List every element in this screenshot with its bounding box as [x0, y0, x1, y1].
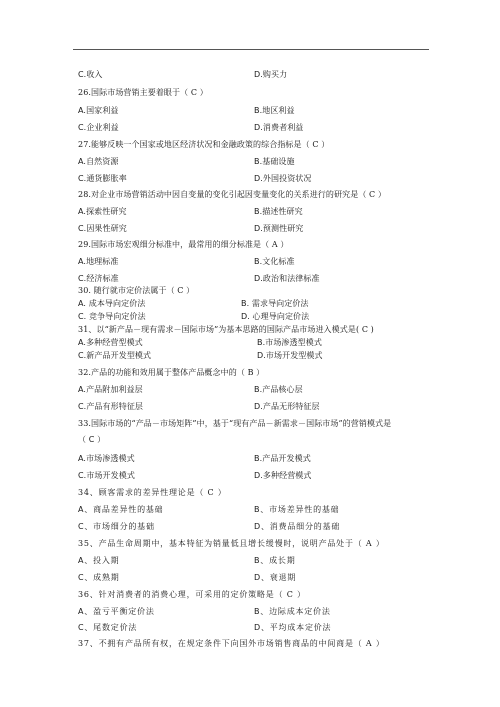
option-text: C、市场细分的基础 — [78, 522, 155, 531]
option-text: A.地理标准 — [78, 257, 119, 266]
question-32: 32.产品的功能和效用属于整体产品概念中的（ B ） — [78, 368, 265, 377]
question-29: 29.国际市场宏观细分标准中，最常用的细分标准是（ A ） — [78, 240, 289, 249]
option-text: D.外国投资状况 — [254, 174, 312, 183]
option-text: B.描述性研究 — [254, 207, 303, 216]
option-text: D、平均成本定价法 — [254, 623, 332, 632]
option-text: C.新产品开发型模式 — [78, 351, 152, 360]
option-text: B、边际成本定价法 — [254, 607, 331, 616]
option-text: D.政治和法律标准 — [254, 274, 320, 283]
option-text: A. 成本导向定价法 — [78, 299, 146, 308]
option-text: D、衰退期 — [254, 573, 297, 582]
option-text: C.市场开发模式 — [78, 471, 135, 480]
question-33: 33.国际市场的“产品－市场矩阵”中，基于“现有产品－新需求－国际市场”的营销模式是 — [78, 419, 392, 428]
question-28: 28.对企业市场营销活动中因自变量的变化引起因变量变化的关系进行的研究是（ C ） — [78, 190, 387, 199]
option-text: A.产品附加利益层 — [78, 385, 143, 394]
option-text: A、盈亏平衡定价法 — [78, 607, 155, 616]
option-text: B、成长期 — [254, 556, 296, 565]
option-text: C、尾数定价法 — [78, 623, 138, 632]
option-text: A.市场渗透模式 — [78, 454, 135, 463]
option-text: D.市场开发型模式 — [257, 351, 323, 360]
option-text: D.产品无形特征层 — [254, 402, 320, 411]
option-text: B.产品开发模式 — [254, 454, 311, 463]
answer-line: （ C ） — [78, 435, 106, 444]
question-36: 36、针对消费者的消费心理，可采用的定价策略是（ C ） — [78, 590, 306, 599]
option-text: A.探索性研究 — [78, 207, 127, 216]
option-text: B.地区利益 — [254, 106, 295, 115]
option-text: D、消费品细分的基础 — [254, 522, 341, 531]
option-text: B.文化标准 — [254, 257, 295, 266]
option-text: A.自然资源 — [78, 157, 119, 166]
question-37: 37、不拥有产品所有权，在规定条件下向国外市场销售商品的中间商是（ A ） — [78, 639, 385, 648]
question-35: 35、产品生命周期中，基本特征为销量低且增长缓慢时，说明产品处于（ A ） — [78, 539, 385, 548]
option-text: B、市场差异性的基础 — [254, 505, 340, 514]
option-text: C、成熟期 — [78, 573, 120, 582]
option-text: B.市场渗透型模式 — [257, 338, 322, 347]
option-text: B.基础设施 — [254, 157, 295, 166]
option-text: C. 竞争导向定价法 — [78, 312, 146, 321]
question-30: 30. 随行就市定价法属于（ C ） — [78, 286, 195, 295]
question-34: 34、顾客需求的差异性理论是（ C ） — [78, 488, 227, 497]
option-text: C.经济标准 — [78, 274, 119, 283]
option-text: A、商品差异性的基础 — [78, 505, 164, 514]
option-text: A.多种经营型模式 — [78, 338, 143, 347]
option-text: D. 心理导向定价法 — [241, 312, 310, 321]
option-text: B.产品核心层 — [254, 385, 303, 394]
option-text: D.购买力 — [254, 70, 288, 79]
question-31: 31、以“新产品－现有需求－国际市场”为基本思路的国际产品市场进入模式是( C ) — [78, 325, 374, 334]
option-text: D.预测性研究 — [254, 224, 304, 233]
option-text: C.企业利益 — [78, 123, 119, 132]
option-text: B. 需求导向定价法 — [241, 299, 309, 308]
option-text: D.消费者利益 — [254, 123, 304, 132]
option-text: A.国家利益 — [78, 106, 119, 115]
option-text: C.通货膨胀率 — [78, 174, 127, 183]
option-text: C.收入 — [78, 70, 103, 79]
question-27: 27.能够反映一个国家或地区经济状况和金融政策的综合指标是（ C ） — [78, 140, 330, 149]
option-text: D.多种经营模式 — [254, 471, 312, 480]
header-rule — [73, 49, 429, 50]
option-text: A、投入期 — [78, 556, 120, 565]
option-text: C.因果性研究 — [78, 224, 127, 233]
option-text: C.产品有形特征层 — [78, 402, 144, 411]
question-26: 26.国际市场营销主要着眼于（ C ） — [78, 88, 208, 97]
